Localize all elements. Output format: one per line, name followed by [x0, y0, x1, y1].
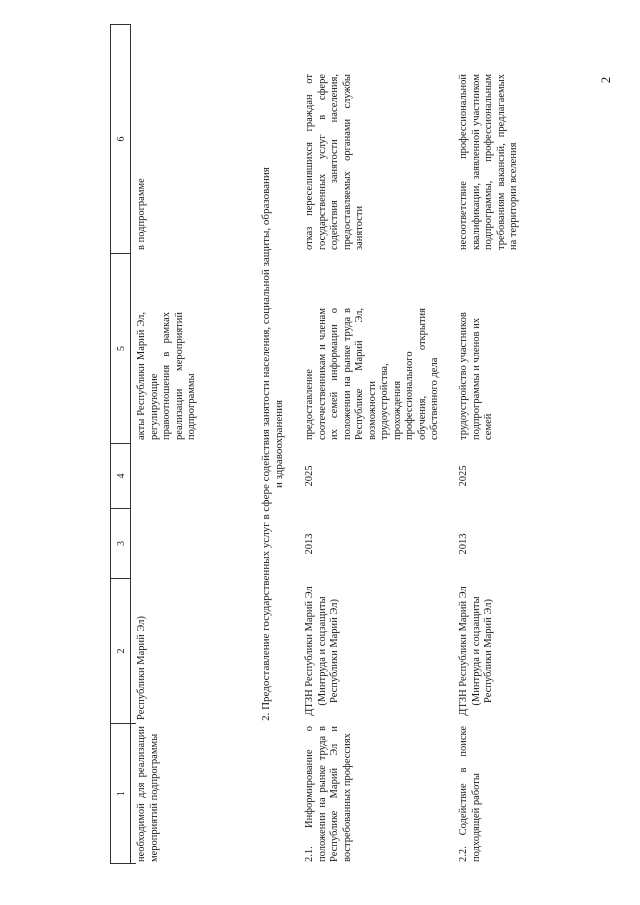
page-number: 2 — [598, 76, 613, 84]
row-executor: ДТЗН Республики Марий Эл (Минтруда и соцзащиты Республики Марий Эл) — [304, 586, 340, 716]
header-col-4: 4 — [110, 444, 131, 509]
header-col-1: 1 — [110, 724, 131, 864]
row-risks: отказ переселившихся граждан от государственных услуг в сфере содействия занятости населения, предоставляемых органами службы занятости — [304, 74, 365, 250]
row-risks: несоответствие профессиональной квалификации, заявленной участником подпрограммы, профессиональным требованиям вакансий, предлагаемых на территории вселения — [458, 74, 519, 250]
table-header-row — [110, 24, 132, 864]
row-end-year: 2025 — [458, 465, 469, 487]
header-col-3: 3 — [110, 509, 131, 579]
row-result: трудоустройство участников подпрограммы и членов их семей — [458, 312, 494, 440]
document-body — [110, 24, 570, 864]
row-start-year: 2013 — [304, 533, 315, 555]
row-name: 2.1. Информирование о положении на рынке труда в Республике Марий Эл и востребованных профессиях — [304, 726, 353, 862]
row-end-year: 2025 — [304, 465, 315, 487]
row-executor: ДТЗН Республики Марий Эл (Минтруда и соцзащиты Республики Марий Эл) — [458, 586, 494, 716]
row-start-year: 2013 — [458, 533, 469, 555]
header-col-2: 2 — [110, 579, 131, 724]
header-col-5: 5 — [110, 254, 131, 444]
header-col-6: 6 — [110, 24, 131, 254]
section-title: 2. Предоставление государственных услуг в сфере содействия занятости населения, социальной защиты, образования и здравоохранения — [260, 167, 285, 721]
continuation-col-1: необходимой для реализации мероприятий подпрограммы — [136, 726, 160, 862]
continuation-col-2: Республики Марий Эл) — [136, 616, 147, 720]
continuation-col-5: акты Республики Марий Эл, регулирующие правоотношения в рамках реализации мероприятий подпрограммы — [136, 312, 197, 440]
row-name: 2.2. Содействие в поиске подходящей работы — [458, 726, 482, 862]
row-result: предоставление соотечественникам и членам их семей информации о положении на рынке труда в Республике Марий Эл, возможности трудоустройства, прохождения профессионального обучения, открытия собственного дела — [304, 308, 440, 440]
continuation-col-6: в подпрограмме — [136, 178, 147, 250]
